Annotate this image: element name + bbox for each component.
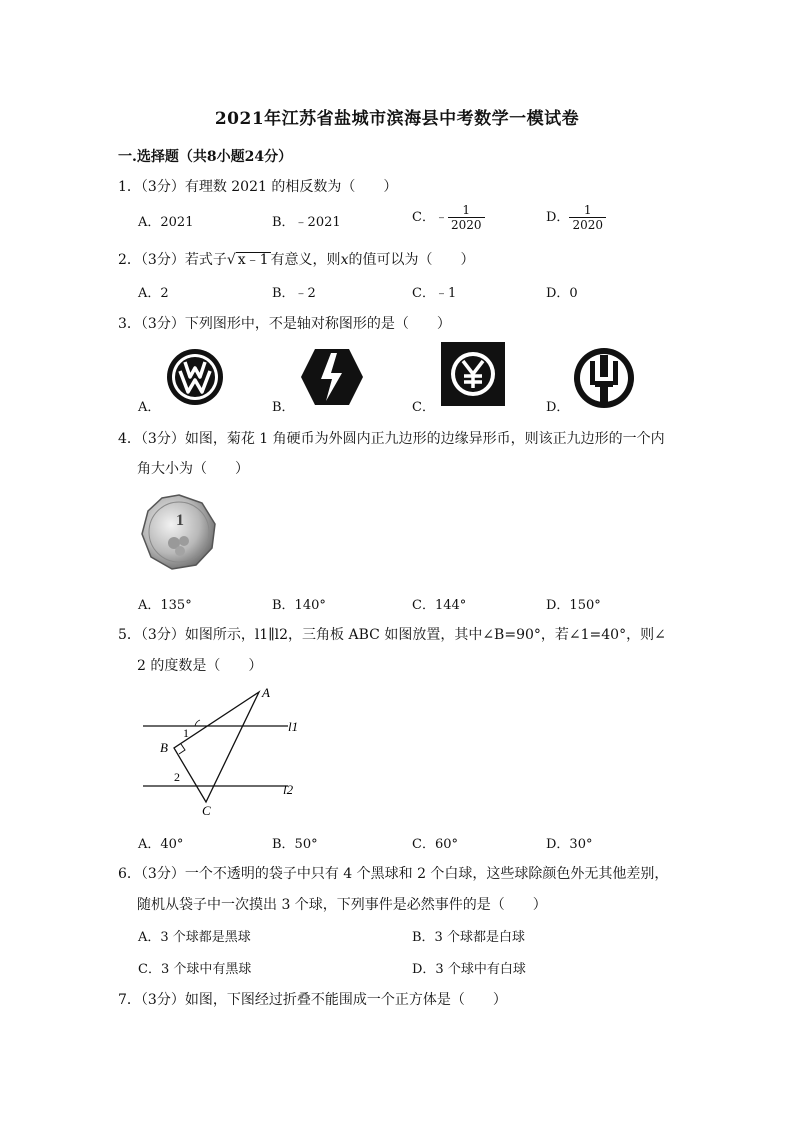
q2-option-c[interactable]: C．﹣1	[412, 286, 457, 301]
q5-option-c[interactable]: C．60°	[412, 837, 458, 852]
q2-option-a[interactable]: A．2	[138, 286, 169, 301]
q3-option-a[interactable]: A．	[138, 400, 161, 415]
q1-d-fraction	[569, 203, 606, 232]
section-heading: 一.选择题（共8小题24分）	[118, 149, 293, 165]
label-b: B	[160, 740, 168, 755]
vw-logo-icon[interactable]	[166, 348, 224, 406]
q2-radicand: x﹣1	[237, 252, 269, 268]
q1-c-numerator: 1	[448, 203, 485, 218]
yuan-logo-icon[interactable]	[441, 342, 505, 406]
q6-option-c[interactable]: C．3 个球中有黑球	[138, 962, 252, 977]
q4-option-b[interactable]: B．140°	[272, 598, 326, 613]
q2-option-d[interactable]: D．0	[546, 286, 578, 301]
q3-option-b[interactable]: B．	[272, 400, 295, 415]
q6-option-b[interactable]: B．3 个球都是白球	[412, 930, 525, 945]
q1-d-denominator: 2020	[572, 218, 603, 232]
q6-option-d[interactable]: D．3 个球中有白球	[412, 962, 526, 977]
q2-option-b[interactable]: B．﹣2	[272, 286, 316, 301]
label-a: A	[262, 685, 270, 700]
label-l1: l1	[288, 719, 299, 734]
question-6-line1: 6．（3分）一个不透明的袋子中只有 4 个黑球和 2 个白球，这些球除颜色外无其他差别，	[118, 866, 669, 882]
q1-c-denominator: 2020	[450, 218, 482, 232]
question-5-line1: 5．（3分）如图所示，l1∥l2，三角板 ABC 如图放置，其中∠B=90°，若∠1=40°，则∠	[118, 627, 666, 643]
q5-option-d[interactable]: D．30°	[546, 837, 593, 852]
question-4-line2: 角大小为（ ）	[137, 461, 249, 477]
q1-option-a[interactable]: A．2021	[138, 215, 194, 230]
q5-option-b[interactable]: B．50°	[272, 837, 318, 852]
question-1: 1．（3分）有理数 2021 的相反数为（ ）	[118, 179, 398, 195]
angle-2-label: 2	[174, 770, 180, 784]
question-3: 3．（3分）下列图形中，不是轴对称图形的是（ ）	[118, 316, 451, 332]
q4-option-d[interactable]: D．150°	[546, 598, 601, 613]
coin-image	[140, 493, 218, 571]
q1-d-prefix: D．	[546, 210, 570, 225]
q2-var: x	[340, 252, 349, 268]
right-angle-mark	[179, 744, 185, 754]
q2-post2: 的值可以为（ ）	[348, 252, 475, 268]
label-c: C	[202, 803, 211, 818]
question-7: 7．（3分）如图，下图经过折叠不能围成一个正方体是（ ）	[118, 992, 507, 1008]
q2-post: 有意义，则	[270, 252, 341, 268]
q2-pre: 2．（3分）若式子	[118, 252, 227, 268]
q1-option-c[interactable]	[412, 203, 485, 232]
q1-c-fraction	[448, 203, 485, 232]
label-l2: l2	[283, 782, 294, 797]
q5-option-a[interactable]: A．40°	[138, 837, 184, 852]
q4-option-a[interactable]: A．135°	[138, 598, 192, 613]
angle-1-label: 1	[183, 726, 189, 740]
q3-option-d[interactable]: D．	[546, 400, 570, 415]
q1-option-d[interactable]	[546, 203, 606, 232]
bolt-logo-icon[interactable]	[301, 349, 363, 405]
q6-option-a[interactable]: A．3 个球都是黑球	[138, 930, 251, 945]
question-6-line2: 随机从袋子中一次摸出 3 个球，下列事件是必然事件的是（ ）	[137, 897, 547, 913]
page-title: 2021年江苏省盐城市滨海县中考数学一模试卷	[214, 109, 580, 129]
sqrt-symbol: √	[226, 252, 236, 268]
question-4-line1: 4．（3分）如图，菊花 1 角硬币为外圆内正九边形的边缘异形币，则该正九边形的一个内	[118, 431, 665, 447]
coin-denomination: 1	[176, 512, 184, 529]
triangle-figure	[138, 684, 308, 818]
q4-option-c[interactable]: C．144°	[412, 598, 467, 613]
q1-c-prefix: C．﹣	[412, 210, 448, 225]
q3-option-c[interactable]: C．	[412, 400, 435, 415]
q1-option-b[interactable]: B．﹣2021	[272, 215, 341, 230]
question-2	[118, 249, 474, 269]
q1-d-numerator: 1	[569, 203, 606, 218]
question-5-line2: 2 的度数是（ ）	[137, 658, 263, 674]
bank-logo-icon[interactable]	[573, 347, 635, 409]
